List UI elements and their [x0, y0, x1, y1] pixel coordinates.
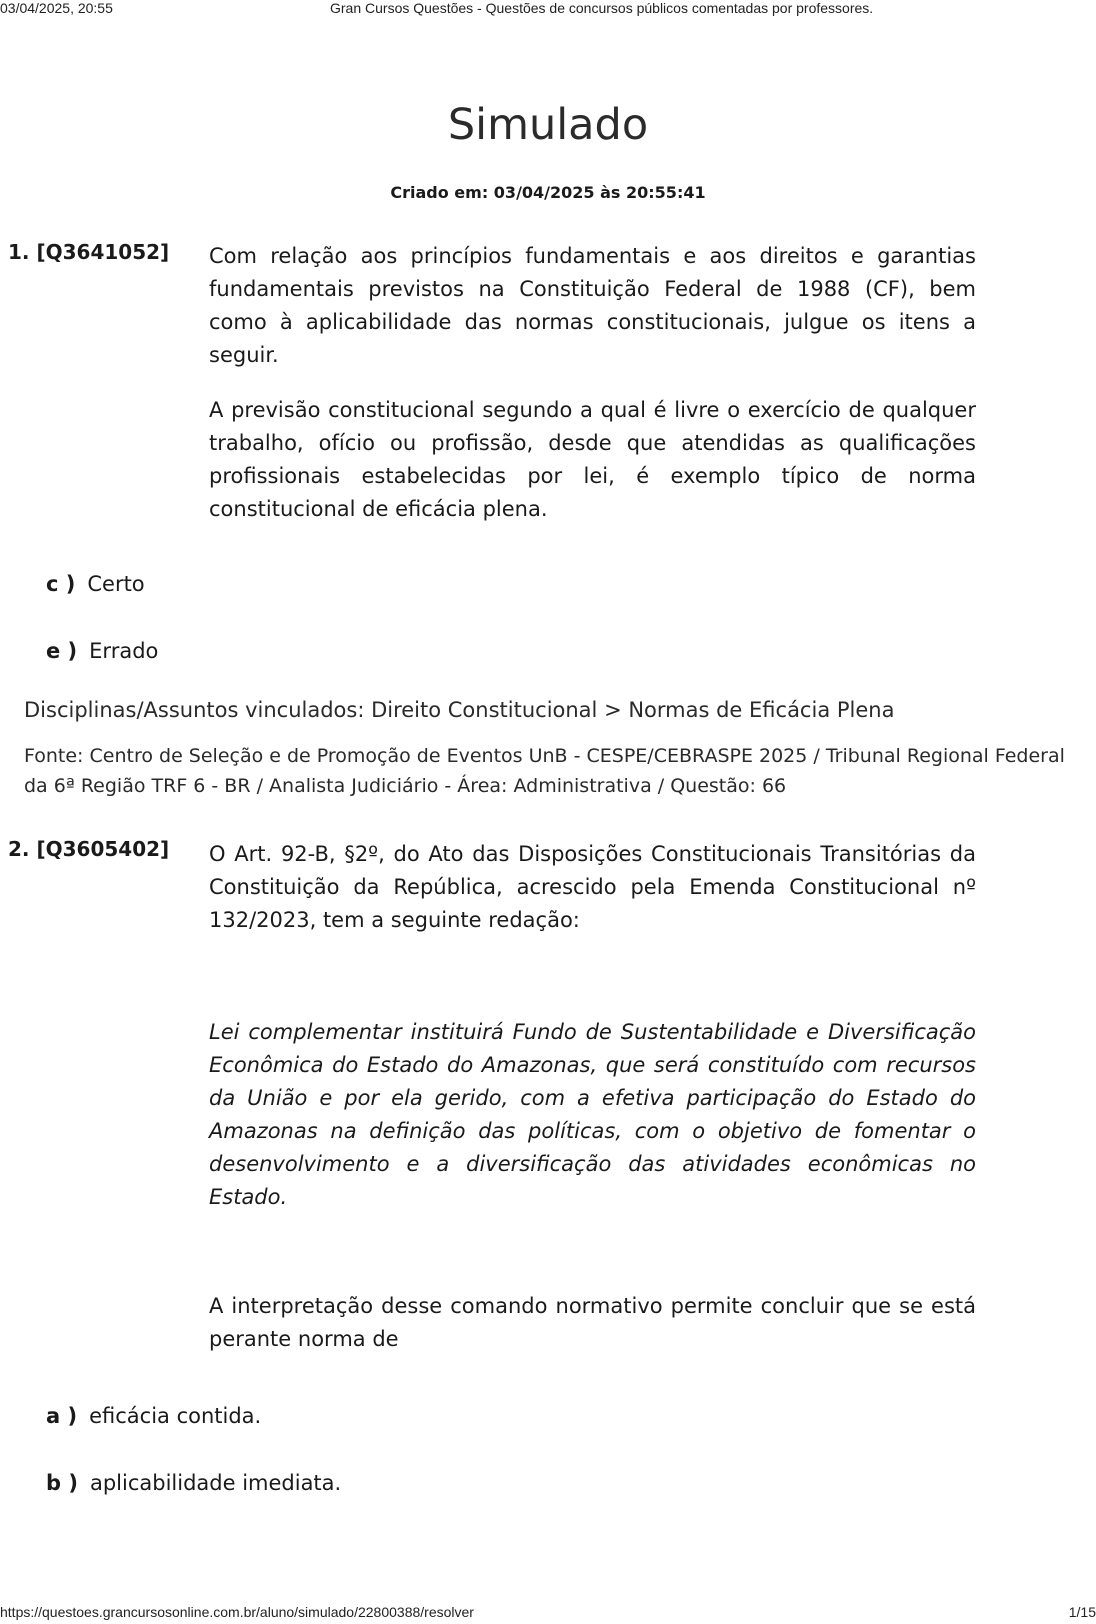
option-text: aplicabilidade imediata. [89, 1471, 342, 1495]
quoted-law-text: Lei complementar instituirá Fundo de Sustentabilidade e Diversificação Econômica do Estado do Amazonas, que será constituído com recursos da União e por ela gerido, com a efetiva participação do Estado do Amazonas na definição das políticas, com o objetivo de fomentar o desenvolvimento e a diversificação das atividades econômicas no Estado. [209, 1020, 976, 1209]
print-url: https://questoes.grancursosonline.com.br/aluno/simulado/22800388/resolver [0, 1604, 474, 1620]
print-footer [0, 1604, 1096, 1622]
option-a[interactable] [46, 1401, 261, 1431]
option-text: eficácia contida. [89, 1404, 262, 1428]
question-number: 1. [Q3641052] [8, 240, 170, 264]
question-statement: Com relação aos princípios fundamentais e aos direitos e garantias fundamentais previstos na Constituição Federal de 1988 (CF), bem como à aplicabilidade das normas constitucionais, julgue os itens a seguir. [209, 244, 976, 367]
linked-disciplines: Disciplinas/Assuntos vinculados: Direito Constitucional > Normas de Eficácia Plena [24, 698, 895, 722]
question-prompt: A interpretação desse comando normativo permite concluir que se está perante norma de [209, 1294, 976, 1351]
print-page-title: Gran Cursos Questões - Questões de concursos públicos comentadas por professores. [330, 0, 874, 16]
print-header [0, 0, 1096, 18]
print-datetime: 03/04/2025, 20:55 [0, 0, 113, 16]
option-letter: c ) [46, 572, 76, 596]
option-b[interactable] [46, 1468, 341, 1498]
question-number: 2. [Q3605402] [8, 837, 170, 861]
option-letter: a ) [46, 1404, 78, 1428]
option-text: Certo [87, 572, 145, 596]
question-source: Fonte: Centro de Seleção e de Promoção de Eventos UnB - CESPE/CEBRASPE 2025 / Tribunal Regional Federal da 6ª Região TRF 6 - BR / Analista Judiciário - Área: Administrativa / Questão: 66 [24, 745, 1065, 797]
option-certo[interactable] [46, 569, 145, 599]
question-item: A previsão constitucional segundo a qual é livre o exercício de qualquer trabalho, ofício ou profissão, desde que atendidas as qualificações profissionais estabelecidas por lei, é exemplo típico de norma constitucional de eficácia plena. [209, 398, 976, 521]
option-letter: e ) [46, 639, 78, 663]
question-statement: O Art. 92-B, §2º, do Ato das Disposições Constitucionais Transitórias da Constituição da República, acrescido pela Emenda Constitucional nº 132/2023, tem a seguinte redação: [209, 842, 976, 932]
page-title: Simulado [447, 100, 649, 150]
option-letter: b ) [46, 1471, 78, 1495]
print-page-number: 1/15 [1068, 1604, 1096, 1620]
created-date: Criado em: 03/04/2025 às 20:55:41 [390, 183, 706, 202]
option-errado[interactable] [46, 636, 158, 666]
option-text: Errado [89, 639, 159, 663]
